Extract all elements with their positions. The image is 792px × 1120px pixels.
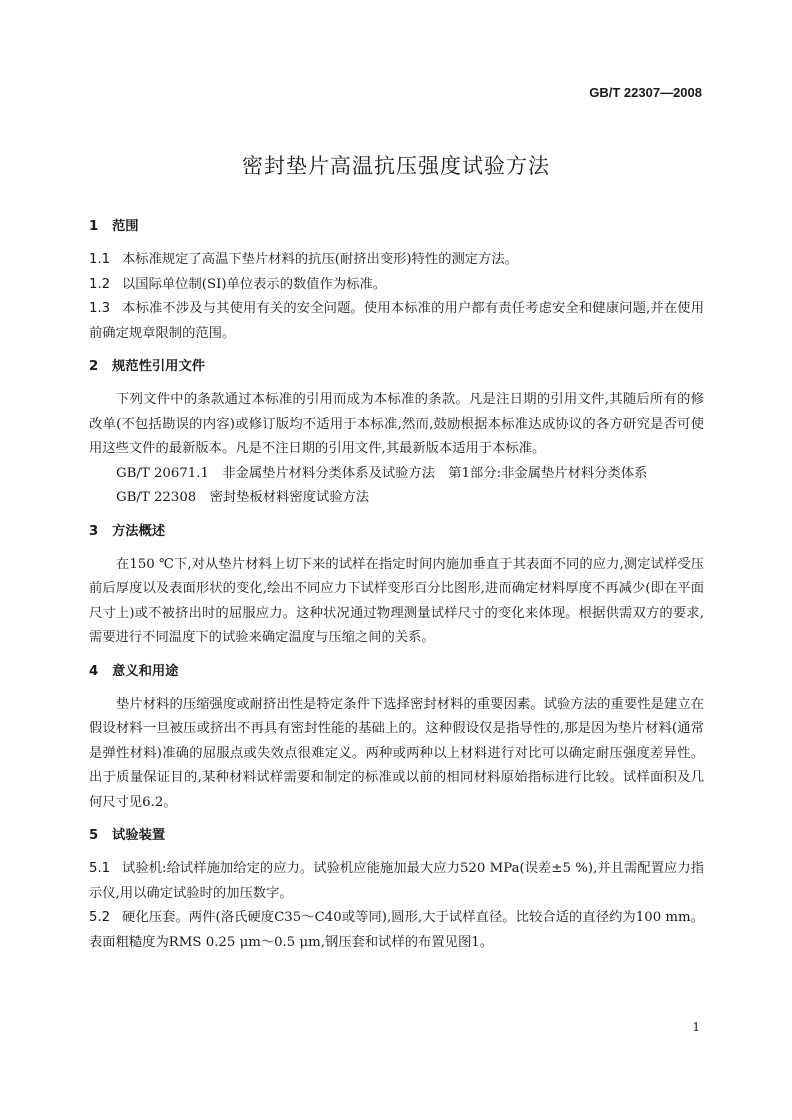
clause-number: 1.2: [89, 276, 111, 292]
section-title: 方法概述: [112, 523, 166, 539]
section-heading-scope: [89, 214, 704, 240]
section-title: 范围: [112, 219, 139, 234]
reference-item: GB/T 20671.1 非金属垫片材料分类体系及试验方法 第1部分:非金属垫片材料分类体系: [116, 465, 648, 481]
section-number: 4: [89, 663, 99, 679]
document-body: [89, 214, 704, 955]
section-number: 3: [89, 523, 99, 539]
clause-5-2: [89, 906, 704, 955]
section-title: 试验装置: [112, 828, 166, 843]
section-heading-method-summary: [89, 519, 704, 545]
clause-text: 试验机:给试样施加给定的应力。试验机应能施加最大应力520 MPa(误差±5 %),并且需配置应力指示仪,用以确定试验时的加压数字。: [89, 861, 704, 901]
clause-number: 1.1: [89, 252, 111, 267]
clause-1-3: [89, 297, 704, 346]
paragraph: 在150 ℃下,对从垫片材料上切下来的试样在指定时间内施加垂直于其表面不同的应力,测定试样受压前后厚度以及表面形状的变化,绘出不同应力下试样变形百分比图形,进而确定材料厚度不再减少(即在平面尺寸上)或不被挤出时的屈服应力。这种状况通过物理测量试样尺寸的变化来体现。根据供需双方的要求,需要进行不同温度下的试验来确定温度与压缩之间的关系。: [89, 556, 704, 645]
section-heading-apparatus: [89, 823, 704, 849]
clause-number: 5.2: [89, 910, 111, 925]
section-number: 1: [89, 219, 99, 234]
clause-text: 以国际单位制(SI)单位表示的数值作为标准。: [122, 276, 387, 292]
clause-1-2: [89, 273, 704, 298]
standard-code: GB/T 22307—2008: [589, 85, 702, 100]
document-title: 密封垫片高温抗压强度试验方法: [242, 154, 550, 178]
section-title: 意义和用途: [112, 663, 179, 679]
paragraph: 垫片材料的压缩强度或耐挤出性是特定条件下选择密封材料的重要因素。试验方法的重要性是建立在假设材料一旦被压或挤出不再具有密封性能的基础上的。这种假设仅是指导性的,那是因为垫片材料(通常是弹性材料)准确的屈服点或失效点很难定义。两种或两种以上材料进行对比可以确定耐压强度差异性。出于质量保证目的,某种材料试样需要和制定的标准或以前的相同材料原始指标进行比较。试样面积及几何尺寸见6.2。: [89, 696, 704, 810]
page-number: 1: [692, 1020, 700, 1034]
section-number: 2: [89, 359, 99, 374]
paragraph: 下列文件中的条款通过本标准的引用而成为本标准的条款。凡是注日期的引用文件,其随后所有的修改单(不包括勘误的内容)或修订版均不适用于本标准,然而,鼓励根据本标准达成协议的各方研究是否可使用这些文件的最新版本。凡是不注日期的引用文件,其最新版本适用于本标准。: [89, 392, 704, 456]
section-number: 5: [89, 828, 99, 843]
section-heading-normative-references: [89, 354, 704, 380]
clause-1-1: [89, 248, 704, 273]
clause-5-1: [89, 857, 704, 906]
clause-text: 本标准规定了高温下垫片材料的抗压(耐挤出变形)特性的测定方法。: [122, 252, 518, 267]
section-heading-significance: [89, 659, 704, 685]
clause-text: 硬化压套。两件(洛氏硬度C35～C40或等同),圆形,大于试样直径。比较合适的直径约为100 mm。表面粗糙度为RMS 0.25 μm～0.5 μm,钢压套和试样的布置见图1。: [89, 910, 704, 950]
clause-number: 5.1: [89, 861, 111, 876]
clause-text: 本标准不涉及与其使用有关的安全问题。使用本标准的用户都有责任考虑安全和健康问题,并在使用前确定规章限制的范围。: [89, 301, 704, 341]
section-title: 规范性引用文件: [112, 359, 206, 374]
reference-item: GB/T 22308 密封垫板材料密度试验方法: [116, 490, 370, 505]
clause-number: 1.3: [89, 301, 111, 316]
